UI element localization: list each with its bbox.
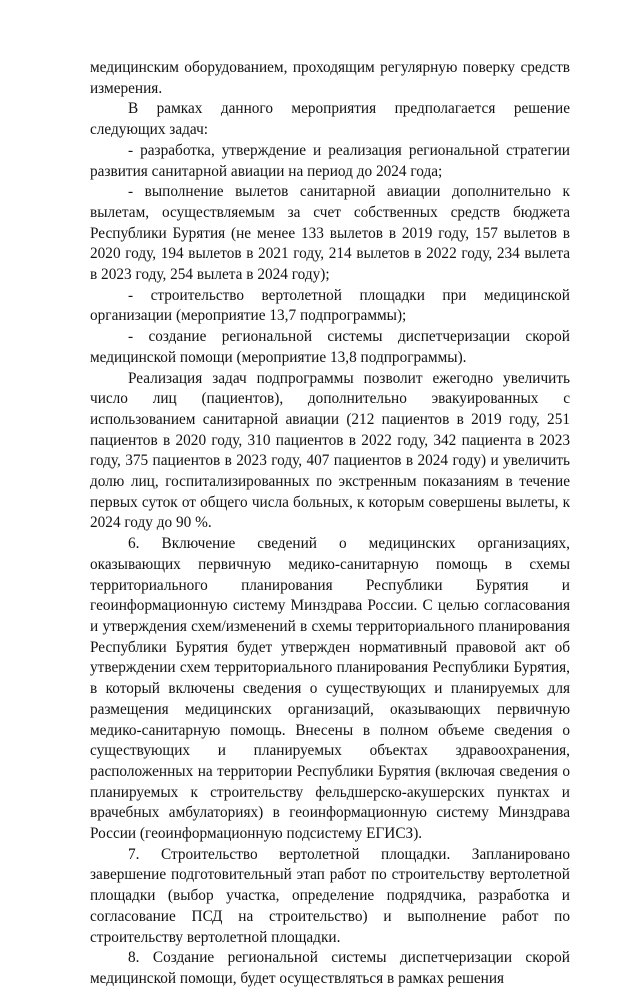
paragraph-4: - выполнение вылетов санитарной авиации дополнительно к вылетам, осуществляемым за счет собственных средств бюджета Республики Бурятия (не менее 133 вылетов в 2019 году, 157 вылетов в 2020 году, 194 вылетов в 2021 году, 214 вылетов в 2022 году, 234 вылета в 2023 году, 254 вылета в 2024 году); xyxy=(90,183,570,284)
paragraph-6: - создание региональной системы диспетчеризации скорой медицинской помощи (мероприятие 13,8 подпрограммы). xyxy=(90,328,570,366)
paragraph-5: - строительство вертолетной площадки при медицинской организации (мероприятие 13,7 подпрограммы); xyxy=(90,286,570,325)
paragraph-9: 7. Строительство вертолетной площадки. Запланировано завершение подготовительный этап работ по строительству вертолетной площадки (выбор участка, определение подрядчика, разработка и согласование ПСД на строительство) и выполнение работ по строительству вертолетной площадки. xyxy=(90,845,570,946)
document-page xyxy=(90,58,570,990)
paragraph-7: Реализация задач подпрограммы позволит ежегодно увеличить число лиц (пациентов), дополнительно эвакуированных с использованием санитарной авиации (212 пациентов в 2019 году, 251 пациентов в 2020 году, 310 пациентов в 2022 году, 342 пациента в 2023 году, 375 пациентов в 2023 году, 407 пациентов в 2024 году) и увеличить долю лиц, госпитализированных по экстренным показаниям в течение первых суток от общего числа больных, к которым совершены вылеты, к 2024 году до 90 %. xyxy=(90,369,570,532)
paragraph-10: 8. Создание региональной системы диспетчеризации скорой медицинской помощи, будет осуществляться в рамках решения xyxy=(90,949,570,987)
paragraph-8: 6. Включение сведений о медицинских организациях, оказывающих первичную медико-санитарную помощь в схемы территориального планирования Республики Бурятия и геоинформационную систему Минздрава России. С целью согласования и утверждения схем/изменений в схемы территориального планирования Республики Бурятия будет утвержден нормативный правовой акт об утверждении схем территориального планирования Республики Бурятия, в который включены сведения о существующих и планируемых для размещения медицинских организаций, оказывающих первичную медико-санитарную помощь. Внесены в полном объеме сведения о существующих и планируемых объектах здравоохранения, расположенных на территории Республики Бурятия (включая сведения о планируемых к строительству фельдшерско-акушерских пунктах и врачебных амбулаториях) в геоинформационную систему Минздрава России (геоинформационную подсистему ЕГИСЗ). xyxy=(90,535,570,843)
paragraph-2: В рамках данного мероприятия предполагается решение следующих задач: xyxy=(90,100,570,139)
paragraph-1: медицинским оборудованием, проходящим регулярную поверку средств измерения. xyxy=(90,59,570,97)
paragraph-3: - разработка, утверждение и реализация региональной стратегии развития санитарной авиации на период до 2024 года; xyxy=(90,141,570,180)
